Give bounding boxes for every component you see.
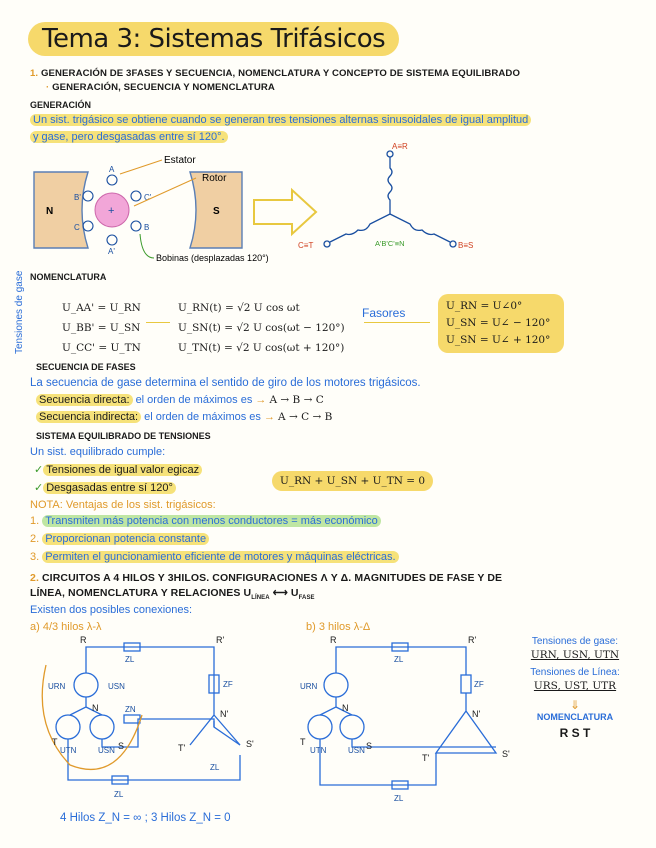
svg-text:Bobinas (desplazadas 120°): Bobinas (desplazadas 120°) bbox=[156, 253, 269, 263]
time-domain-equations: U_RN(t) = √2 U cos ωt U_SN(t) = √2 U cos(ωt − 120°) U_TN(t) = √2 U cos(ωt + 120°) bbox=[178, 302, 345, 354]
svg-text:N': N' bbox=[472, 709, 481, 719]
circuit-star-star bbox=[30, 635, 280, 810]
svg-text:R: R bbox=[330, 635, 337, 645]
svg-text:ZL: ZL bbox=[394, 655, 404, 664]
generacion-text-1: Un sist. trigásico se obtiene cuando se generan tres tensiones alternas sinusoidales de igual amplitud bbox=[30, 114, 531, 126]
svg-text:A': A' bbox=[108, 247, 115, 256]
svg-text:USN: USN bbox=[98, 746, 115, 755]
svg-text:Rotor: Rotor bbox=[202, 173, 227, 184]
section-2-heading-2: LÍNEA, NOMENCLATURA Y RELACIONES $U_{LÍNEA}$ ⟷ $U_{FASE}$ bbox=[30, 587, 315, 602]
svg-text:S: S bbox=[213, 206, 220, 217]
svg-text:ZF: ZF bbox=[223, 680, 233, 689]
conexion-b-label: b) 3 hilos λ-Δ bbox=[306, 621, 371, 633]
svg-text:Estator: Estator bbox=[164, 155, 196, 166]
tensiones-de-fase-label: Tensiones de gase bbox=[14, 270, 25, 354]
svg-text:R': R' bbox=[216, 635, 225, 645]
hilos-note: 4 Hilos Z_N = ∞ ; 3 Hilos Z_N = 0 bbox=[60, 812, 231, 824]
svg-text:A'B'C'≡N: A'B'C'≡N bbox=[375, 239, 405, 248]
svg-text:A≡R: A≡R bbox=[392, 142, 408, 151]
star-winding bbox=[324, 151, 456, 247]
arrow-icon bbox=[364, 322, 430, 323]
section-1-heading bbox=[30, 68, 520, 79]
svg-text:USN: USN bbox=[348, 746, 365, 755]
generacion-text-2: y gase, pero desgasadas entre sí 120°. bbox=[30, 131, 228, 143]
svg-text:N': N' bbox=[220, 709, 229, 719]
equilibrado-cond-1: ✓ Tensiones de igual valor egicaz bbox=[34, 463, 202, 476]
svg-text:UTN: UTN bbox=[60, 746, 77, 755]
secuencia-text: La secuencia de gase determina el sentido de giro de los motores trigásicos. bbox=[30, 377, 421, 389]
nota-label: NOTA: Ventajas de los sist. trigásicos: bbox=[30, 499, 216, 511]
conexiones-text: Existen dos posibles conexiones: bbox=[30, 604, 193, 616]
svg-text:C': C' bbox=[144, 193, 152, 202]
fasores-label: Fasores bbox=[362, 306, 406, 320]
ventaja-3: 3. Permiten el guncionamiento eficiente de motores y máquinas eléctricas. bbox=[30, 551, 399, 563]
svg-text:URN: URN bbox=[300, 682, 318, 691]
svg-text:T': T' bbox=[178, 743, 186, 753]
svg-text:T: T bbox=[52, 737, 58, 747]
secuencia-indirecta: Secuencia indirecta: el orden de máximos es → A → C → B bbox=[36, 411, 332, 423]
svg-text:ZL: ZL bbox=[125, 655, 135, 664]
svg-text:N: N bbox=[92, 703, 99, 713]
equilibrado-equation: U_RN + U_SN + U_TN = 0 bbox=[272, 471, 433, 491]
svg-text:R: R bbox=[80, 635, 87, 645]
svg-text:S': S' bbox=[246, 739, 254, 749]
svg-text:S': S' bbox=[502, 749, 510, 759]
arrow-icon bbox=[254, 190, 316, 234]
svg-text:N: N bbox=[342, 703, 349, 713]
phasor-box: U_RN = U∠0° U_SN = U∠ − 120° U_SN = U∠ + 120° bbox=[438, 294, 564, 353]
secuencia-directa: Secuencia directa: el orden de máximos es → A → B → C bbox=[36, 394, 324, 406]
circuit-star-delta bbox=[296, 635, 526, 810]
ventaja-1: 1. Transmiten más potencia con menos conductores = más económico bbox=[30, 515, 381, 527]
secuencia-label: SECUENCIA DE FASES bbox=[36, 362, 136, 372]
svg-text:B≡S: B≡S bbox=[458, 241, 474, 250]
arrow-icon bbox=[146, 322, 170, 323]
svg-text:T': T' bbox=[422, 753, 430, 763]
svg-text:USN: USN bbox=[108, 682, 125, 691]
svg-text:ZL: ZL bbox=[114, 790, 124, 799]
svg-text:C≡T: C≡T bbox=[298, 241, 314, 250]
svg-text:UTN: UTN bbox=[310, 746, 327, 755]
svg-text:S: S bbox=[366, 741, 373, 751]
svg-text:ZL: ZL bbox=[394, 794, 404, 803]
generator-diagram bbox=[30, 142, 630, 272]
stator-left bbox=[34, 172, 88, 248]
section-2-heading-1: 2. CIRCUITOS A 4 HILOS Y 3HILOS. CONFIGURACIONES Λ Y Δ. MAGNITUDES DE FASE Y DE bbox=[30, 572, 503, 584]
svg-text:ZF: ZF bbox=[474, 680, 484, 689]
nomenclatura-label: NOMENCLATURA bbox=[30, 272, 107, 282]
svg-text:B': B' bbox=[74, 193, 81, 202]
section-1-title: GENERACIÓN DE 3FASES Y SECUENCIA, NOMENCLATURA Y CONCEPTO DE SISTEMA EQUILIBRADO bbox=[40, 68, 521, 79]
svg-text:A: A bbox=[109, 165, 115, 174]
svg-text:ZN: ZN bbox=[125, 705, 136, 714]
page-title: Tema 3: Sistemas Trifásicos bbox=[28, 22, 399, 56]
svg-text:URN: URN bbox=[48, 682, 66, 691]
svg-text:C: C bbox=[74, 223, 80, 232]
equilibrado-intro: Un sist. equilibrado cumple: bbox=[30, 446, 166, 458]
section-1-subheading: · GENERACIÓN, SECUENCIA Y NOMENCLATURA bbox=[46, 82, 275, 93]
nomenclatura-equivalences: U_AA' = U_RN U_BB' = U_SN U_CC' = U_TN bbox=[62, 302, 141, 354]
ventaja-2: 2. Proporcionan potencia constante bbox=[30, 533, 209, 545]
nomenclature-legend: Tensiones de gase: URN, USN, UTN Tensiones de Línea: URS, UST, UTR ⇓ NOMENCLATURA R S T bbox=[530, 636, 620, 740]
section-number: 1. bbox=[30, 68, 39, 79]
svg-text:ZL: ZL bbox=[210, 763, 220, 772]
svg-text:R': R' bbox=[468, 635, 477, 645]
svg-text:B: B bbox=[144, 223, 150, 232]
conexion-a-label: a) 4/3 hilos λ-λ bbox=[30, 621, 102, 633]
equilibrado-label: SISTEMA EQUILIBRADO DE TENSIONES bbox=[36, 431, 211, 441]
svg-text:+: + bbox=[108, 205, 115, 217]
svg-text:N: N bbox=[46, 206, 54, 217]
svg-text:T: T bbox=[300, 737, 306, 747]
generacion-label: GENERACIÓN bbox=[30, 100, 92, 110]
equilibrado-cond-2: ✓ Desgasadas entre sí 120° bbox=[34, 481, 176, 494]
svg-text:S: S bbox=[118, 741, 125, 751]
